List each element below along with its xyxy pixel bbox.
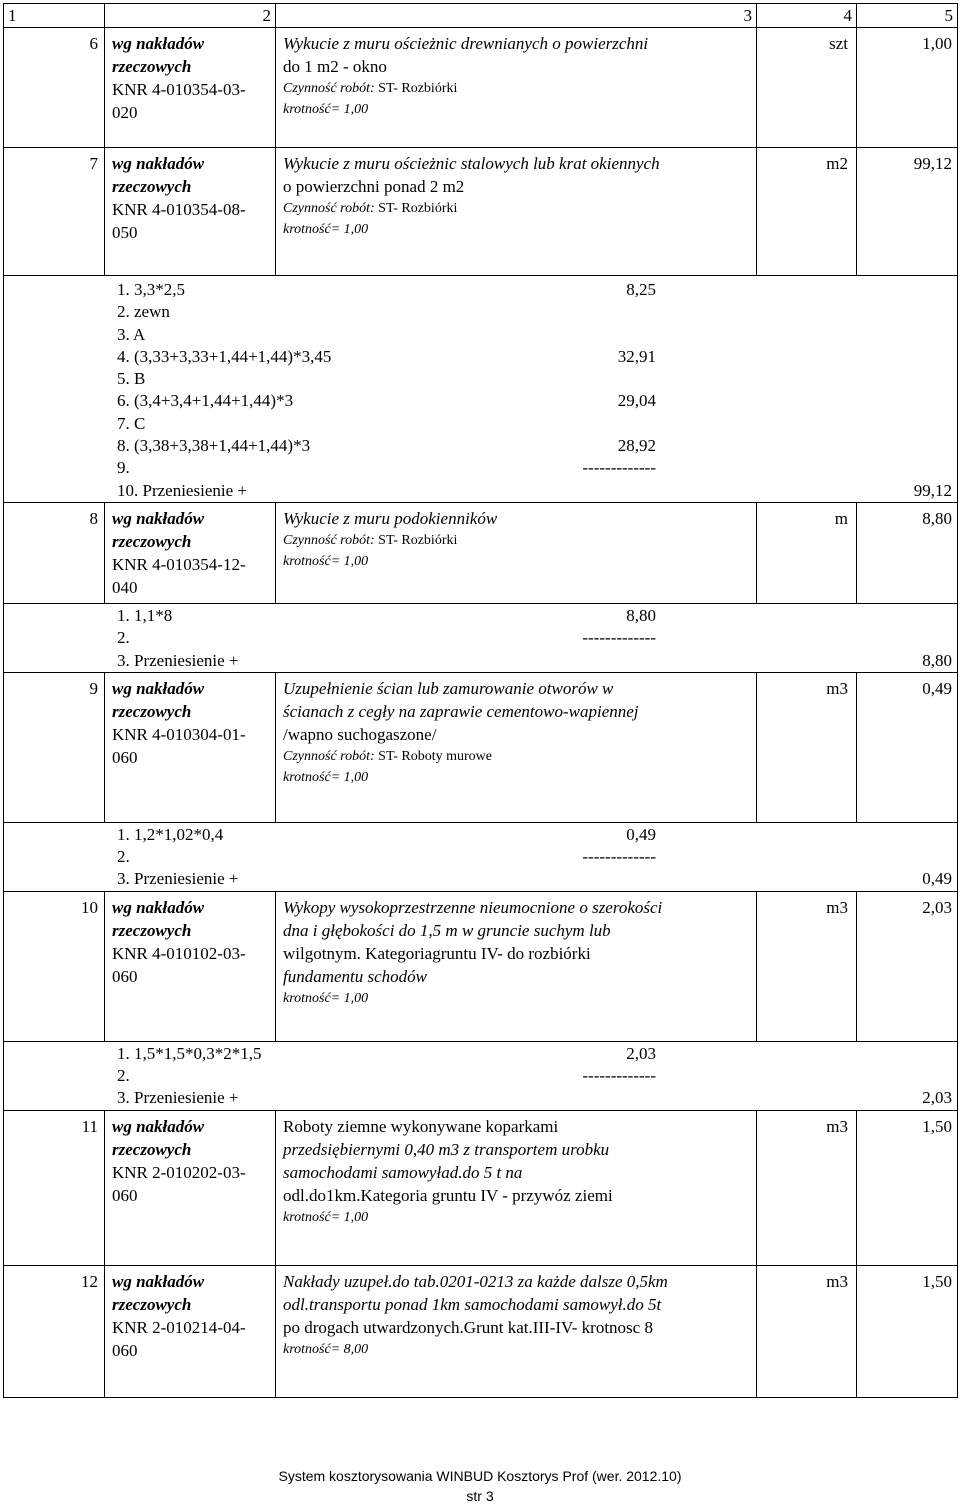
measurement-line bbox=[4, 627, 957, 649]
source-basis-2: rzeczowych bbox=[112, 920, 192, 940]
description-line: fundamentu schodów bbox=[283, 966, 428, 986]
measure-formula: 1. 3,3*2,5 bbox=[117, 280, 185, 299]
description-line: /wapno suchogaszone/ bbox=[283, 724, 437, 744]
item-description bbox=[276, 1110, 757, 1265]
item-number: 6 bbox=[4, 28, 105, 148]
table-row bbox=[4, 891, 958, 1041]
measure-formula: 2. bbox=[117, 847, 130, 867]
measurement-lines bbox=[4, 605, 957, 672]
measure-separator: ------------- bbox=[582, 847, 656, 867]
item-source bbox=[105, 1110, 276, 1265]
measurement-line bbox=[4, 868, 957, 890]
description-line: do 1 m2 - okno bbox=[283, 57, 387, 76]
description-line: przedsiębiernymi 0,40 m3 z transportem urobku bbox=[283, 1139, 610, 1159]
multiplicity: krotność= 1,00 bbox=[283, 553, 369, 569]
item-quantity: 1,50 bbox=[857, 1110, 958, 1265]
measure-value: 0,49 bbox=[626, 824, 656, 844]
multiplicity: krotność= 1,00 bbox=[283, 769, 369, 785]
source-basis: wg nakładów bbox=[112, 678, 205, 698]
source-basis: wg nakładów bbox=[112, 508, 205, 528]
item-quantity: 0,49 bbox=[857, 672, 958, 822]
item-unit: szt bbox=[757, 28, 857, 148]
measurement-line bbox=[4, 279, 957, 301]
measure-total: 99,12 bbox=[913, 480, 952, 500]
measure-formula: 3. Przeniesienie + bbox=[117, 869, 239, 889]
measure-separator: ------------- bbox=[582, 458, 656, 478]
source-basis: wg nakładów bbox=[112, 1116, 205, 1136]
multiplicity: krotność= 8,00 bbox=[283, 1341, 369, 1357]
measurement-line bbox=[4, 301, 957, 323]
item-quantity: 2,03 bbox=[857, 891, 958, 1041]
knr-code: KNR 4-010102-03- bbox=[112, 943, 246, 963]
work-type bbox=[283, 78, 756, 99]
description-line: samochodami samowyład.do 5 t na bbox=[283, 1162, 523, 1182]
knr-code-suffix: 060 bbox=[112, 966, 138, 986]
description-line: Wykucie z muru ościeżnic stalowych lub krat okiennych bbox=[283, 154, 660, 173]
item-description bbox=[276, 502, 757, 603]
footer-system: System kosztorysowania WINBUD Kosztorys Prof (wer. 2012.10) bbox=[278, 1468, 682, 1484]
measure-formula: 2. zewn bbox=[117, 302, 170, 322]
measure-formula: 3. Przeniesienie + bbox=[117, 1088, 239, 1108]
measurement-line bbox=[4, 480, 957, 502]
source-basis-2: rzeczowych bbox=[112, 57, 192, 76]
measurement-row bbox=[4, 276, 958, 503]
header-col-3: 3 bbox=[276, 4, 757, 28]
work-type-label: Czynność robót: bbox=[283, 201, 379, 216]
measurement-line bbox=[4, 1043, 957, 1065]
description-line: Wykucie z muru podokienników bbox=[283, 508, 498, 528]
measure-total: 2,03 bbox=[922, 1088, 952, 1108]
item-unit: m3 bbox=[757, 1265, 857, 1397]
header-col-4: 4 bbox=[757, 4, 857, 28]
item-number: 8 bbox=[4, 502, 105, 603]
item-source bbox=[105, 148, 276, 276]
work-type bbox=[283, 198, 756, 219]
measurement-lines bbox=[4, 279, 957, 502]
multiplicity: krotność= 1,00 bbox=[283, 102, 369, 117]
work-type bbox=[283, 746, 756, 767]
measure-formula: 9. bbox=[117, 458, 130, 478]
table-row bbox=[4, 672, 958, 822]
table-row bbox=[4, 1265, 958, 1397]
measure-separator: ------------- bbox=[582, 1066, 656, 1086]
item-number: 11 bbox=[4, 1110, 105, 1265]
item-description bbox=[276, 28, 757, 148]
measurement-lines bbox=[4, 824, 957, 891]
measure-formula: 2. bbox=[117, 1066, 130, 1086]
measure-formula: 1. 1,2*1,02*0,4 bbox=[117, 824, 224, 844]
measure-value: 8,25 bbox=[626, 280, 656, 299]
knr-code: KNR 4-010354-12- bbox=[112, 554, 246, 574]
item-quantity: 1,50 bbox=[857, 1265, 958, 1397]
measurement-line bbox=[4, 846, 957, 868]
item-unit: m3 bbox=[757, 672, 857, 822]
measure-formula: 7. C bbox=[117, 413, 146, 433]
measure-total: 8,80 bbox=[922, 650, 952, 670]
cost-estimate-page bbox=[3, 3, 957, 1398]
measurement-line bbox=[4, 650, 957, 672]
knr-code: KNR 2-010202-03- bbox=[112, 1162, 246, 1182]
knr-code: KNR 4-010304-01- bbox=[112, 724, 246, 744]
measure-formula: 10. Przeniesienie + bbox=[117, 480, 247, 500]
work-type-label: Czynność robót: bbox=[283, 748, 379, 764]
source-basis-2: rzeczowych bbox=[112, 531, 192, 551]
measure-formula: 3. A bbox=[117, 324, 146, 344]
item-description bbox=[276, 148, 757, 276]
measure-formula: 5. B bbox=[117, 369, 146, 389]
item-source bbox=[105, 1265, 276, 1397]
column-number-header bbox=[4, 4, 958, 28]
table-row bbox=[4, 28, 958, 148]
knr-code-suffix: 040 bbox=[112, 577, 138, 597]
description-line: ścianach z cegły na zaprawie cementowo-wapiennej bbox=[283, 701, 639, 721]
source-basis-2: rzeczowych bbox=[112, 701, 192, 721]
measure-formula: 8. (3,38+3,38+1,44+1,44)*3 bbox=[117, 436, 311, 456]
description-line: dna i głębokości do 1,5 m w gruncie suchym lub bbox=[283, 920, 611, 940]
measurement-line bbox=[4, 435, 957, 457]
item-unit: m3 bbox=[757, 891, 857, 1041]
source-basis: wg nakładów bbox=[112, 1271, 205, 1291]
description-line: Roboty ziemne wykonywane koparkami bbox=[283, 1116, 559, 1136]
description-line: Nakłady uzupeł.do tab.0201-0213 za każde dalsze 0,5km bbox=[283, 1271, 668, 1291]
item-number: 12 bbox=[4, 1265, 105, 1397]
item-quantity: 99,12 bbox=[857, 148, 958, 276]
footer-page-number: str 3 bbox=[466, 1488, 494, 1504]
multiplicity: krotność= 1,00 bbox=[283, 990, 369, 1006]
work-type-value: ST- Rozbiórki bbox=[378, 201, 458, 216]
knr-code-suffix: 020 bbox=[112, 103, 138, 122]
item-quantity: 8,80 bbox=[857, 502, 958, 603]
work-type-value: ST- Roboty murowe bbox=[378, 748, 492, 764]
measurement-block bbox=[4, 276, 958, 503]
measurement-block bbox=[4, 603, 958, 672]
header-col-2: 2 bbox=[105, 4, 276, 28]
measurement-line bbox=[4, 390, 957, 412]
multiplicity: krotność= 1,00 bbox=[283, 222, 369, 237]
item-source bbox=[105, 28, 276, 148]
description-line: po drogach utwardzonych.Grunt kat.III-IV- krotnosc 8 bbox=[283, 1317, 653, 1337]
table-row bbox=[4, 502, 958, 603]
measure-formula: 1. 1,1*8 bbox=[117, 605, 173, 625]
table-row bbox=[4, 148, 958, 276]
measurement-row bbox=[4, 822, 958, 891]
multiplicity: krotność= 1,00 bbox=[283, 1209, 369, 1225]
description-line: wilgotnym. Kategoriagruntu IV- do rozbiórki bbox=[283, 943, 591, 963]
measure-total: 0,49 bbox=[922, 869, 952, 889]
source-basis-2: rzeczowych bbox=[112, 1139, 192, 1159]
knr-code: KNR 4-010354-08- bbox=[112, 200, 246, 219]
table-row bbox=[4, 1110, 958, 1265]
source-basis: wg nakładów bbox=[112, 34, 205, 53]
item-unit: m bbox=[757, 502, 857, 603]
item-number: 7 bbox=[4, 148, 105, 276]
description-line: Wykucie z muru ościeżnic drewnianych o powierzchni bbox=[283, 34, 649, 53]
source-basis-2: rzeczowych bbox=[112, 1294, 192, 1314]
description-line: odl.transportu ponad 1km samochodami samowył.do 5t bbox=[283, 1294, 662, 1314]
measurement-line bbox=[4, 413, 957, 435]
measure-formula: 4. (3,33+3,33+1,44+1,44)*3,45 bbox=[117, 346, 332, 366]
item-number: 10 bbox=[4, 891, 105, 1041]
header-col-5: 5 bbox=[857, 4, 958, 28]
item-source bbox=[105, 672, 276, 822]
measure-value: 32,91 bbox=[617, 346, 656, 366]
measure-separator: ------------- bbox=[582, 628, 656, 648]
description-line: o powierzchni ponad 2 m2 bbox=[283, 177, 465, 196]
measurement-block bbox=[4, 822, 958, 891]
measure-formula: 6. (3,4+3,4+1,44+1,44)*3 bbox=[117, 391, 294, 411]
source-basis: wg nakładów bbox=[112, 154, 205, 173]
item-quantity: 1,00 bbox=[857, 28, 958, 148]
measurement-line bbox=[4, 346, 957, 368]
measure-value: 28,92 bbox=[617, 436, 656, 456]
work-type-value: ST- Rozbiórki bbox=[378, 81, 458, 96]
knr-code: KNR 2-010214-04- bbox=[112, 1317, 246, 1337]
item-source bbox=[105, 502, 276, 603]
item-source bbox=[105, 891, 276, 1041]
measurement-lines bbox=[4, 1043, 957, 1110]
knr-code: KNR 4-010354-03- bbox=[112, 80, 246, 99]
measure-value: 2,03 bbox=[626, 1043, 656, 1063]
item-description bbox=[276, 672, 757, 822]
knr-code-suffix: 060 bbox=[112, 1185, 138, 1205]
item-unit: m2 bbox=[757, 148, 857, 276]
measure-formula: 3. Przeniesienie + bbox=[117, 650, 239, 670]
knr-code-suffix: 060 bbox=[112, 747, 138, 767]
measurement-line bbox=[4, 1087, 957, 1109]
header-col-1: 1 bbox=[4, 4, 105, 28]
measurement-block bbox=[4, 1041, 958, 1110]
item-description bbox=[276, 1265, 757, 1397]
source-basis-2: rzeczowych bbox=[112, 177, 192, 196]
cost-estimate-table bbox=[3, 3, 958, 1398]
measure-value: 29,04 bbox=[617, 391, 656, 411]
measure-formula: 1. 1,5*1,5*0,3*2*1,5 bbox=[117, 1043, 262, 1063]
measurement-line bbox=[4, 324, 957, 346]
item-description bbox=[276, 891, 757, 1041]
work-type-label: Czynność robót: bbox=[283, 532, 379, 548]
description-line: odl.do1km.Kategoria gruntu IV - przywóz ziemi bbox=[283, 1185, 613, 1205]
work-type-label: Czynność robót: bbox=[283, 81, 379, 96]
item-number: 9 bbox=[4, 672, 105, 822]
measurement-line bbox=[4, 1065, 957, 1087]
item-unit: m3 bbox=[757, 1110, 857, 1265]
description-line: Uzupełnienie ścian lub zamurowanie otworów w bbox=[283, 678, 614, 698]
measurement-row bbox=[4, 1041, 958, 1110]
source-basis: wg nakładów bbox=[112, 897, 205, 917]
measurement-line bbox=[4, 824, 957, 846]
measure-formula: 2. bbox=[117, 628, 130, 648]
measurement-line bbox=[4, 605, 957, 627]
measurement-row bbox=[4, 603, 958, 672]
measurement-line bbox=[4, 368, 957, 390]
description-line: Wykopy wysokoprzestrzenne nieumocnione o szerokości bbox=[283, 897, 663, 917]
work-type-value: ST- Rozbiórki bbox=[378, 532, 458, 548]
knr-code-suffix: 050 bbox=[112, 223, 138, 242]
measurement-line bbox=[4, 457, 957, 479]
knr-code-suffix: 060 bbox=[112, 1340, 138, 1360]
measure-value: 8,80 bbox=[626, 605, 656, 625]
work-type bbox=[283, 530, 756, 551]
